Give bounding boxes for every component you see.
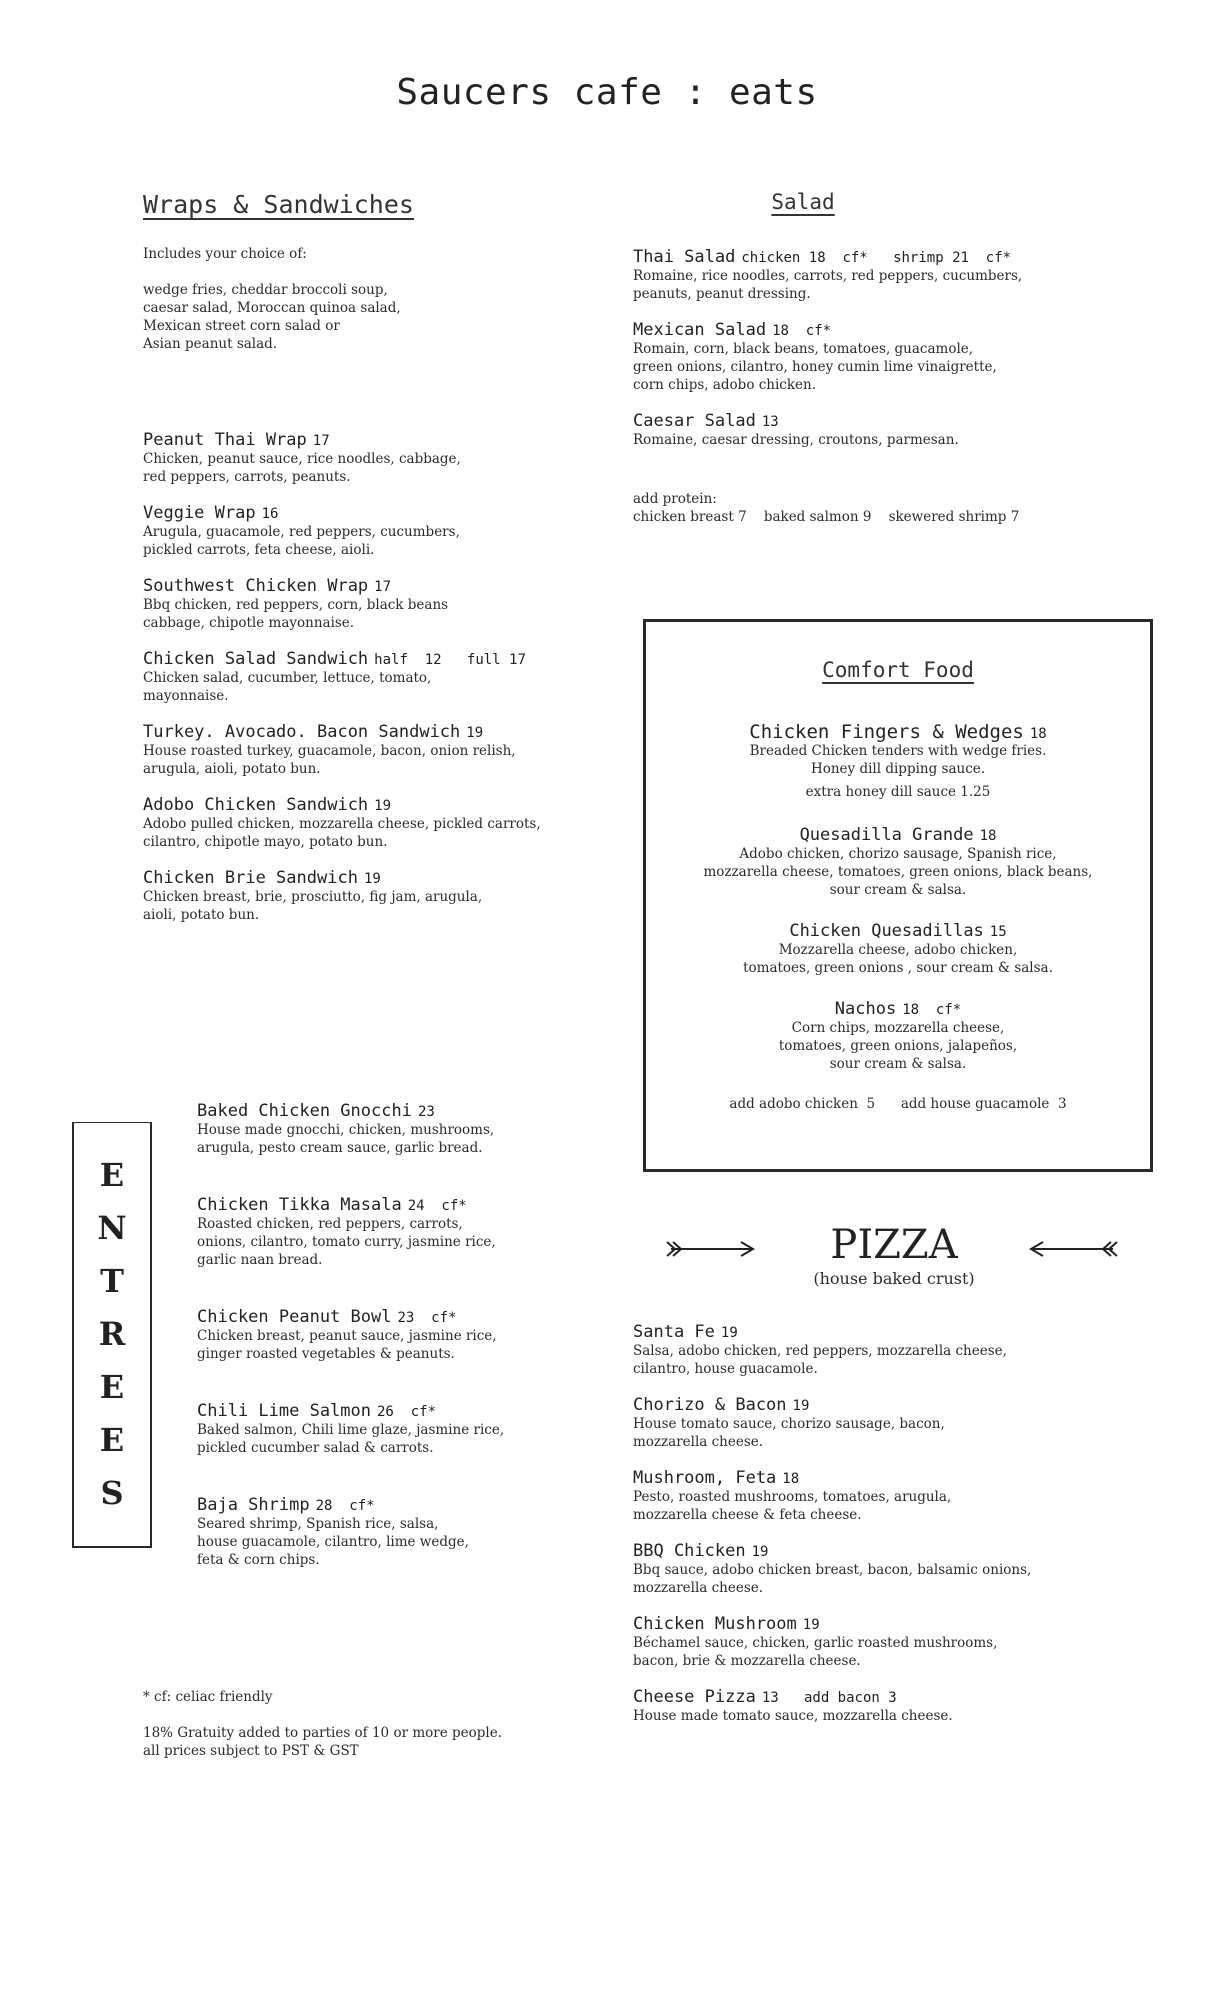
menu-item	[143, 868, 613, 924]
protein-options: chicken breast 7 baked salmon 9 skewered shrimp 7	[633, 509, 1020, 525]
item-price: 19	[720, 1325, 738, 1341]
item-desc: house guacamole, cilantro, lime wedge,	[197, 1534, 469, 1550]
entrees-letter: S	[100, 1474, 124, 1512]
menu-item	[143, 503, 613, 559]
page-title: Saucers cafe : eats	[396, 72, 818, 113]
pizza-list	[633, 1322, 1153, 1742]
item-desc: Chicken, peanut sauce, rice noodles, cabbage,	[143, 451, 461, 467]
entrees-letter: E	[99, 1156, 125, 1194]
menu-item	[143, 430, 613, 486]
item-desc: cabbage, chipotle mayonnaise.	[143, 615, 355, 631]
item-name: Turkey. Avocado. Bacon Sandwich	[143, 722, 461, 742]
item-desc: Salsa, adobo chicken, red peppers, mozzarella cheese,	[633, 1343, 1007, 1359]
item-price: 13	[761, 414, 779, 430]
item-desc: Baked salmon, Chili lime glaze, jasmine rice,	[197, 1422, 505, 1438]
item-desc: Mozzarella cheese, adobo chicken,	[778, 942, 1018, 958]
item-price: 16	[261, 506, 279, 522]
entrees-letter: T	[100, 1262, 124, 1300]
item-desc: Adobo pulled chicken, mozzarella cheese, pickled carrots,	[143, 816, 541, 832]
item-price: 19	[363, 871, 381, 887]
item-price: 15	[989, 924, 1007, 940]
menu-item	[143, 795, 613, 851]
item-name: Southwest Chicken Wrap	[143, 576, 369, 596]
menu-item	[633, 1322, 1153, 1378]
item-desc: mozzarella cheese, tomatoes, green onions, black beans,	[703, 864, 1093, 880]
item-price: 24 cf*	[407, 1198, 467, 1214]
menu-item	[143, 576, 613, 632]
item-name: Chicken Brie Sandwich	[143, 868, 358, 888]
item-name: Caesar Salad	[633, 411, 756, 431]
item-extra: extra honey dill sauce 1.25	[805, 784, 991, 800]
item-desc: Adobo chicken, chorizo sausage, Spanish rice,	[739, 846, 1057, 862]
item-price: 28 cf*	[315, 1498, 375, 1514]
menu-item	[633, 1614, 1153, 1670]
wraps-includes-label: Includes your choice of:	[143, 246, 307, 262]
menu-item	[633, 411, 1153, 449]
entrees-letter: R	[98, 1315, 126, 1353]
item-desc: corn chips, adobo chicken.	[633, 377, 817, 393]
menu-item	[197, 1195, 617, 1269]
entrees-side-label	[72, 1122, 152, 1548]
item-desc: mozzarella cheese.	[633, 1434, 764, 1450]
item-desc: mozzarella cheese.	[633, 1580, 764, 1596]
menu-item	[633, 1541, 1153, 1597]
item-desc: tomatoes, green onions, jalapeños,	[778, 1038, 1018, 1054]
item-desc: sour cream & salsa.	[829, 882, 967, 898]
menu-item	[197, 1307, 617, 1363]
menu-item	[633, 1687, 1153, 1725]
menu-item	[646, 999, 1150, 1073]
menu-item	[143, 649, 613, 705]
salad-section	[633, 190, 1153, 214]
item-name: Baked Chicken Gnocchi	[197, 1101, 412, 1121]
wraps-includes-line: Asian peanut salad.	[143, 336, 278, 352]
item-price: 19	[792, 1398, 810, 1414]
item-name: Chorizo & Bacon	[633, 1395, 787, 1415]
wraps-includes-line: wedge fries, cheddar broccoli soup,	[143, 282, 388, 298]
item-desc: peanuts, peanut dressing.	[633, 286, 811, 302]
item-name: Chicken Peanut Bowl	[197, 1307, 392, 1327]
salad-heading: Salad	[771, 190, 835, 214]
item-desc: aioli, potato bun.	[143, 907, 260, 923]
menu-item	[646, 722, 1150, 801]
item-name: Chicken Tikka Masala	[197, 1195, 402, 1215]
comfort-food-box	[643, 619, 1153, 1172]
entrees-letter: E	[99, 1421, 125, 1459]
item-name: Chicken Mushroom	[633, 1614, 797, 1634]
comfort-heading: Comfort Food	[822, 658, 974, 682]
item-name: Quesadilla Grande	[799, 825, 974, 845]
wraps-list	[143, 430, 613, 941]
arrow-left-icon	[1027, 1239, 1119, 1259]
item-desc: Arugula, guacamole, red peppers, cucumbers,	[143, 524, 460, 540]
item-price: 26 cf*	[377, 1404, 437, 1420]
item-desc: Béchamel sauce, chicken, garlic roasted mushrooms,	[633, 1635, 998, 1651]
item-price: 19	[751, 1544, 769, 1560]
pizza-heading: PIZZA	[830, 1222, 958, 1268]
item-desc: Chicken salad, cucumber, lettuce, tomato,	[143, 670, 432, 686]
menu-item	[646, 825, 1150, 899]
menu-item	[633, 1468, 1153, 1524]
menu-item	[633, 320, 1153, 394]
item-name: Baja Shrimp	[197, 1495, 310, 1515]
item-desc: mozzarella cheese & feta cheese.	[633, 1507, 862, 1523]
menu-item	[197, 1495, 617, 1569]
item-desc: Bbq chicken, red peppers, corn, black beans	[143, 597, 449, 613]
item-price: 18	[1029, 726, 1047, 742]
item-name: Veggie Wrap	[143, 503, 256, 523]
item-price: chicken 18 cf* shrimp 21 cf*	[741, 250, 1012, 266]
item-price: 17	[374, 579, 392, 595]
item-desc: Bbq sauce, adobo chicken breast, bacon, balsamic onions,	[633, 1562, 1032, 1578]
item-name: Chicken Salad Sandwich	[143, 649, 369, 669]
item-price: 19	[374, 798, 392, 814]
item-name: Santa Fe	[633, 1322, 715, 1342]
arrow-right-icon	[665, 1239, 757, 1259]
item-name: Thai Salad	[633, 247, 736, 267]
item-desc: Romain, corn, black beans, tomatoes, guacamole,	[633, 341, 974, 357]
item-price: 18 cf*	[902, 1002, 962, 1018]
item-price: 18 cf*	[772, 323, 832, 339]
item-desc: House made gnocchi, chicken, mushrooms,	[197, 1122, 495, 1138]
item-desc: pickled carrots, feta cheese, aioli.	[143, 542, 375, 558]
salad-list	[633, 247, 1153, 526]
entrees-letter: E	[99, 1368, 125, 1406]
item-price: 23 cf*	[397, 1310, 457, 1326]
gratuity-note: 18% Gratuity added to parties of 10 or more people.	[143, 1725, 502, 1741]
item-name: Nachos	[834, 999, 897, 1019]
item-desc: bacon, brie & mozzarella cheese.	[633, 1653, 861, 1669]
item-price: 13 add bacon 3	[761, 1690, 897, 1706]
menu-item	[633, 247, 1153, 303]
wraps-heading: Wraps & Sandwiches	[143, 190, 414, 219]
item-desc: arugula, aioli, potato bun.	[143, 761, 321, 777]
item-desc: arugula, pesto cream sauce, garlic bread.	[197, 1140, 483, 1156]
item-desc: Corn chips, mozzarella cheese,	[791, 1020, 1005, 1036]
item-desc: cilantro, house guacamole.	[633, 1361, 818, 1377]
menu-item	[646, 921, 1150, 977]
item-desc: Honey dill dipping sauce.	[810, 761, 986, 777]
item-desc: red peppers, carrots, peanuts.	[143, 469, 351, 485]
item-desc: Romaine, caesar dressing, croutons, parmesan.	[633, 432, 959, 448]
item-price: 19	[802, 1617, 820, 1633]
item-price: 23	[417, 1104, 435, 1120]
item-desc: House roasted turkey, guacamole, bacon, onion relish,	[143, 743, 516, 759]
entrees-letter: N	[97, 1209, 127, 1247]
item-desc: Roasted chicken, red peppers, carrots,	[197, 1216, 463, 1232]
item-desc: onions, cilantro, tomato curry, jasmine rice,	[197, 1234, 496, 1250]
item-name: Mushroom, Feta	[633, 1468, 777, 1488]
item-price: 18	[782, 1471, 800, 1487]
item-price: half 12 full 17	[374, 652, 526, 668]
item-price: 17	[312, 433, 330, 449]
menu-item	[197, 1401, 617, 1457]
item-desc: House made tomato sauce, mozzarella cheese.	[633, 1708, 953, 1724]
tax-note: all prices subject to PST & GST	[143, 1743, 359, 1759]
comfort-addons: add adobo chicken 5 add house guacamole 3	[729, 1096, 1067, 1112]
item-desc: Seared shrimp, Spanish rice, salsa,	[197, 1516, 439, 1532]
item-desc: House tomato sauce, chorizo sausage, bacon,	[633, 1416, 945, 1432]
item-desc: feta & corn chips.	[197, 1552, 320, 1568]
item-name: Chicken Fingers & Wedges	[749, 721, 1024, 743]
item-desc: mayonnaise.	[143, 688, 229, 704]
footer-notes	[143, 1688, 613, 1760]
item-desc: sour cream & salsa.	[829, 1056, 967, 1072]
item-name: Mexican Salad	[633, 320, 767, 340]
item-desc: tomatoes, green onions , sour cream & salsa.	[743, 960, 1053, 976]
item-desc: Breaded Chicken tenders with wedge fries.	[749, 743, 1047, 759]
item-price: 18	[979, 828, 997, 844]
wraps-section	[143, 190, 613, 353]
menu-item	[633, 1395, 1153, 1451]
item-name: Chili Lime Salmon	[197, 1401, 371, 1421]
entrees-list	[197, 1101, 617, 1586]
item-desc: Pesto, roasted mushrooms, tomatoes, arugula,	[633, 1489, 952, 1505]
pizza-subheading: (house baked crust)	[813, 1269, 975, 1288]
menu-item	[143, 722, 613, 778]
item-desc: pickled cucumber salad & carrots.	[197, 1440, 434, 1456]
item-desc: Romaine, rice noodles, carrots, red peppers, cucumbers,	[633, 268, 1023, 284]
item-name: Cheese Pizza	[633, 1687, 756, 1707]
item-desc: Chicken breast, brie, prosciutto, fig jam, arugula,	[143, 889, 483, 905]
item-desc: cilantro, chipotle mayo, potato bun.	[143, 834, 388, 850]
wraps-includes-line: Mexican street corn salad or	[143, 318, 340, 334]
item-name: Peanut Thai Wrap	[143, 430, 307, 450]
item-name: BBQ Chicken	[633, 1541, 746, 1561]
item-desc: green onions, cilantro, honey cumin lime vinaigrette,	[633, 359, 997, 375]
protein-label: add protein:	[633, 491, 717, 507]
wraps-includes-line: caesar salad, Moroccan quinoa salad,	[143, 300, 401, 316]
celiac-note: * cf: celiac friendly	[143, 1689, 273, 1705]
pizza-header	[760, 1222, 1028, 1288]
item-price: 19	[466, 725, 484, 741]
item-desc: ginger roasted vegetables & peanuts.	[197, 1346, 455, 1362]
item-desc: Chicken breast, peanut sauce, jasmine rice,	[197, 1328, 497, 1344]
menu-item	[197, 1101, 617, 1157]
item-name: Adobo Chicken Sandwich	[143, 795, 369, 815]
item-name: Chicken Quesadillas	[789, 921, 984, 941]
item-desc: garlic naan bread.	[197, 1252, 323, 1268]
